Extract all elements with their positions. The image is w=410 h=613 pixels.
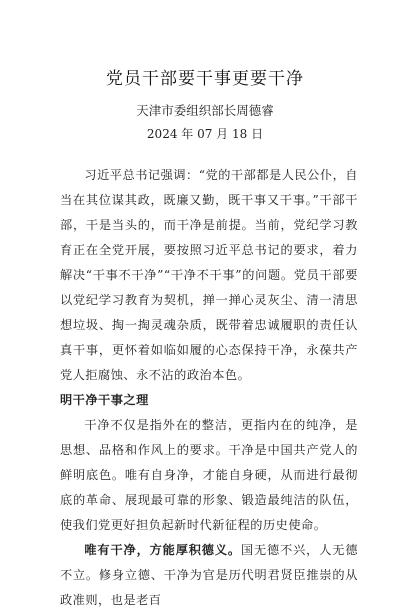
section-paragraph: 干净不仅是指外在的整洁，更指内在的纯净，是思想、品格和作风上的要求。干净是中国共产党人的鲜明底色。唯有自身净，才能自身硬，从而进行最彻底的革命、展现最可靠的形象、锻造最纯洁的队伍，使我们党更好担负起新时代新征程的历史使命。 bbox=[60, 418, 358, 532]
last-paragraph-lead: 唯有干净，方能厚积德义。 bbox=[84, 543, 241, 557]
publish-date: 2024 年 07 月 18 日 bbox=[146, 127, 264, 141]
section-heading: 明干净干事之理 bbox=[60, 393, 149, 407]
article-title: 党员干部要干事更要干净 bbox=[106, 69, 304, 89]
article-body bbox=[60, 163, 358, 613]
author-line: 天津市委组织部长周德睿 bbox=[136, 103, 274, 118]
last-paragraph-text: 国无德不兴，人无德不立。修身立德、干净为官是历代明君贤臣推崇的从政准则，也是老百 bbox=[60, 543, 359, 607]
intro-paragraph: 习近平总书记强调：“党的干部都是人民公仆，自当在其位谋其政，既廉又勤，既干事又干事。”干部干部，干是当头的，而干净是前提。当前，党纪学习教育正在全党开展，要按照习近平总书记的要求，着力解决“干事不干净”“干净不干事”的问题。党员干部要以党纪学习教育为契机，掸一掸心灵灰尘、清一清思想垃圾、掏一掏灵魂杂质，既带着忠诚履职的责任认真干事，更怀着如临如履的心态保持干净，永葆共产党人拒腐蚀、永不沾的政治本色。 bbox=[60, 168, 358, 382]
last-paragraph bbox=[60, 538, 358, 613]
